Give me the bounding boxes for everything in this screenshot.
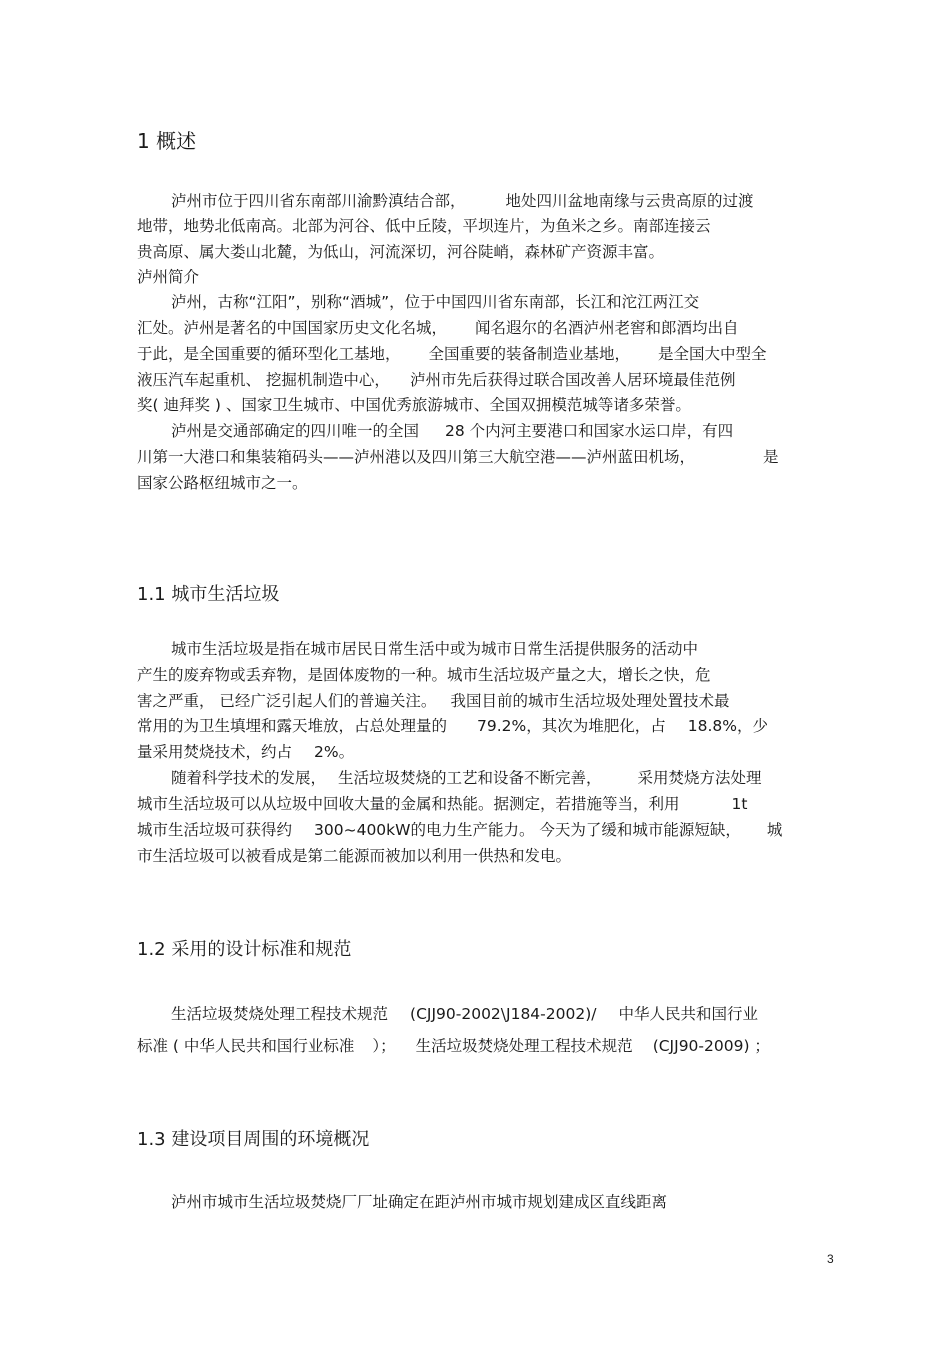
text-run: 采用焚烧方法处理 <box>637 769 762 787</box>
section-1-heading: 1 概述 <box>137 129 197 153</box>
text-run: 我国目前的城市生活垃圾处理处置技术最 <box>450 692 730 710</box>
text-run: 是 <box>763 448 779 466</box>
section-1-3-heading: 1.3 建设项目周围的环境概况 <box>137 1129 370 1150</box>
paragraph-line: 泸州，古称“江阳”，别称“酒城”，位于中国四川省东南部，长江和沱江两江交 <box>171 293 700 311</box>
text-run: 川第一大港口和集装箱码头——泸州港以及四川第三大航空港——泸州蓝田机场， <box>137 448 696 466</box>
paragraph-line <box>137 342 837 366</box>
paragraph-line <box>171 1002 871 1026</box>
paragraph-line <box>137 740 837 764</box>
paragraph-line: 泸州市城市生活垃圾焚烧厂厂址确定在距泸州市城市规划建成区直线距离 <box>171 1193 668 1211</box>
paragraph-line: 地带，地势北低南高。北部为河谷、低中丘陵，平坝连片，为鱼米之乡。南部连接云 <box>137 217 711 235</box>
text-run: 标准 ( 中华人民共和国行业标准 <box>137 1037 355 1055</box>
text-run: 2%。 <box>314 743 355 761</box>
subtitle: 泸州简介 <box>137 268 200 286</box>
paragraph-line: 奖( 迪拜奖 ) 、国家卫生城市、中国优秀旅游城市、全国双拥模范城等诸多荣誉。 <box>137 396 691 414</box>
text-run: 的电力生产能力。 今天为了缓和城市能源短缺， <box>410 821 741 839</box>
paragraph-line: 城市生活垃圾是指在城市居民日常生活中或为城市日常生活提供服务的活动中 <box>171 640 699 658</box>
text-run: 液压汽车起重机、 挖掘机制造中心， <box>137 371 390 389</box>
paragraph-line <box>137 818 837 842</box>
paragraph-line <box>171 189 871 213</box>
text-run: 生活垃圾焚烧处理工程技术规范 <box>415 1037 633 1055</box>
paragraph-line <box>137 445 837 469</box>
text-run: 泸州是交通部确定的四川唯一的全国 <box>171 422 420 440</box>
paragraph-line <box>137 368 837 392</box>
text-run: 量采用焚烧技术，约占 <box>137 743 293 761</box>
text-run: (CJJ90-2009) ； <box>652 1037 770 1055</box>
text-run: 闻名遐尔的名酒泸州老窖和郎酒均出自 <box>475 319 739 337</box>
text-run: 中华人民共和国行业 <box>618 1005 758 1023</box>
text-run: (CJJ90-2002\J184-2002)/ <box>410 1005 597 1023</box>
text-run: 常用的为卫生填埋和露天堆放，占总处理量的 <box>137 717 448 735</box>
paragraph-line <box>137 792 837 816</box>
text-run: 1t <box>731 795 748 813</box>
text-run: 泸州市位于四川省东南部川渝黔滇结合部， <box>171 192 466 210</box>
text-run: 城 <box>766 821 783 839</box>
text-run: 全国重要的装备制造业基地， <box>428 345 631 363</box>
paragraph-line <box>137 689 837 713</box>
paragraph-line: 国家公路枢纽城市之一。 <box>137 474 308 492</box>
text-run: 生活垃圾焚烧处理工程技术规范 <box>171 1005 389 1023</box>
text-run: 79.2%，其次为堆肥化，占 <box>477 717 666 735</box>
text-run: 害之严重， 已经广泛引起人们的普遍关注。 <box>137 692 437 710</box>
text-run: 城市生活垃圾可以从垃圾中回收大量的金属和热能。据测定，若措施等当，利用 <box>137 795 680 813</box>
section-1-2-heading: 1.2 采用的设计标准和规范 <box>137 939 352 960</box>
text-run: 地处四川盆地南缘与云贵高原的过渡 <box>505 192 754 210</box>
text-run: 随着科学技术的发展， <box>171 769 327 787</box>
text-run: 300~400kW <box>314 821 411 839</box>
text-run: 是全国大中型全 <box>658 345 767 363</box>
text-run: 城市生活垃圾可获得约 <box>137 821 293 839</box>
paragraph-line: 市生活垃圾可以被看成是第二能源而被加以利用一供热和发电。 <box>137 847 572 865</box>
text-run: ）； <box>372 1037 396 1055</box>
text-run: 28 个内河主要港口和国家水运口岸，有四 <box>445 422 734 440</box>
paragraph-line <box>171 766 871 790</box>
paragraph-line <box>137 1034 837 1058</box>
text-run: 汇处。泸州是著名的中国国家历史文化名城， <box>137 319 448 337</box>
paragraph-line: 产生的废弃物或丢弃物，是固体废物的一种。城市生活垃圾产量之大，增长之快，危 <box>137 666 711 684</box>
paragraph-line <box>137 714 837 738</box>
paragraph-line: 贵高原、属大娄山北麓，为低山，河流深切，河谷陡峭，森林矿产资源丰富。 <box>137 243 665 261</box>
text-run: 18.8%，少 <box>687 717 769 735</box>
page-number: 3 <box>827 1252 834 1266</box>
section-1-1-heading: 1.1 城市生活垃圾 <box>137 584 280 605</box>
text-run: 泸州市先后获得过联合国改善人居环境最佳范例 <box>409 371 736 389</box>
paragraph-line <box>137 316 837 340</box>
text-run: 于此，是全国重要的循环型化工基地， <box>137 345 401 363</box>
paragraph-line <box>171 419 871 443</box>
text-run: 生活垃圾焚烧的工艺和设备不断完善， <box>338 769 602 787</box>
